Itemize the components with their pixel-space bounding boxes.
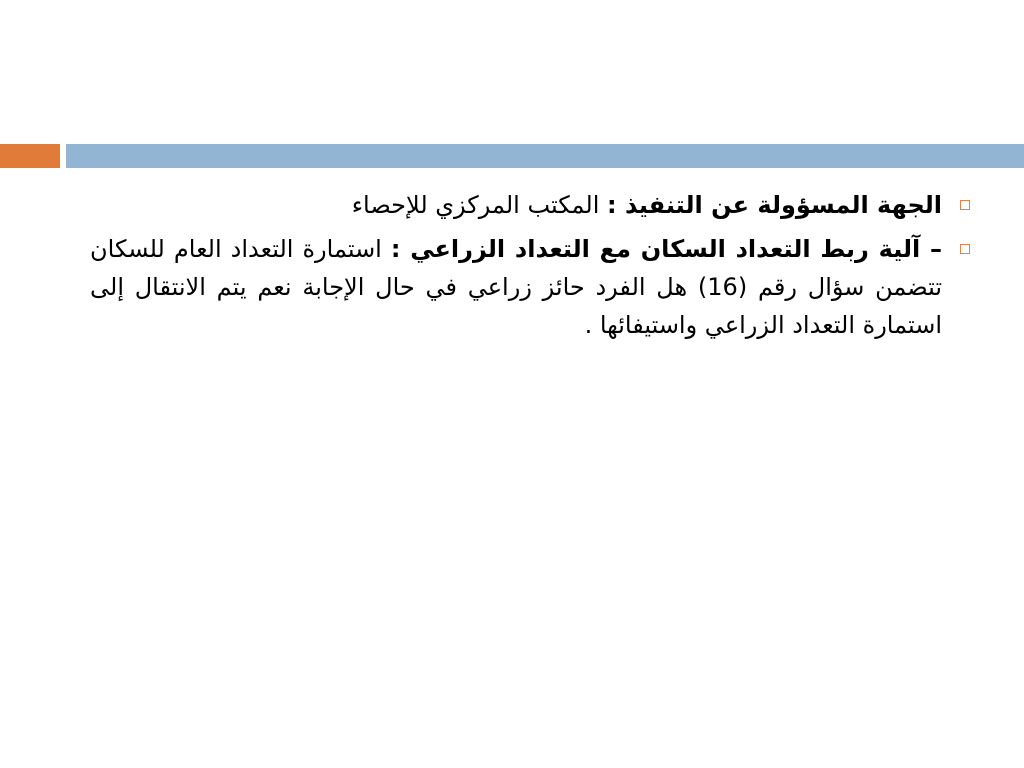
square-bullet-icon [960, 244, 970, 254]
bullet-body: استمارة التعداد العام للسكان تتضمن سؤال رقم (16) هل الفرد حائز زراعي في حال الإجابة نعم يتم الانتقال إلى استمارة التعداد الزراعي واستيفائها . [90, 235, 943, 339]
bullet-text [90, 186, 942, 224]
bullet-bold-label: – آلية ربط التعداد السكان مع التعداد الزراعي : [390, 235, 942, 263]
header-band-blue [66, 144, 1024, 168]
header-band-orange [0, 144, 60, 168]
bullet-item [90, 186, 970, 224]
bullet-item [90, 230, 970, 344]
bullet-body: المكتب المركزي للإحصاء [351, 191, 607, 219]
bullet-list [90, 186, 970, 350]
bullet-bold-label: الجهة المسؤولة عن التنفيذ : [607, 191, 942, 219]
square-bullet-icon [960, 200, 970, 210]
bullet-text [90, 230, 942, 344]
